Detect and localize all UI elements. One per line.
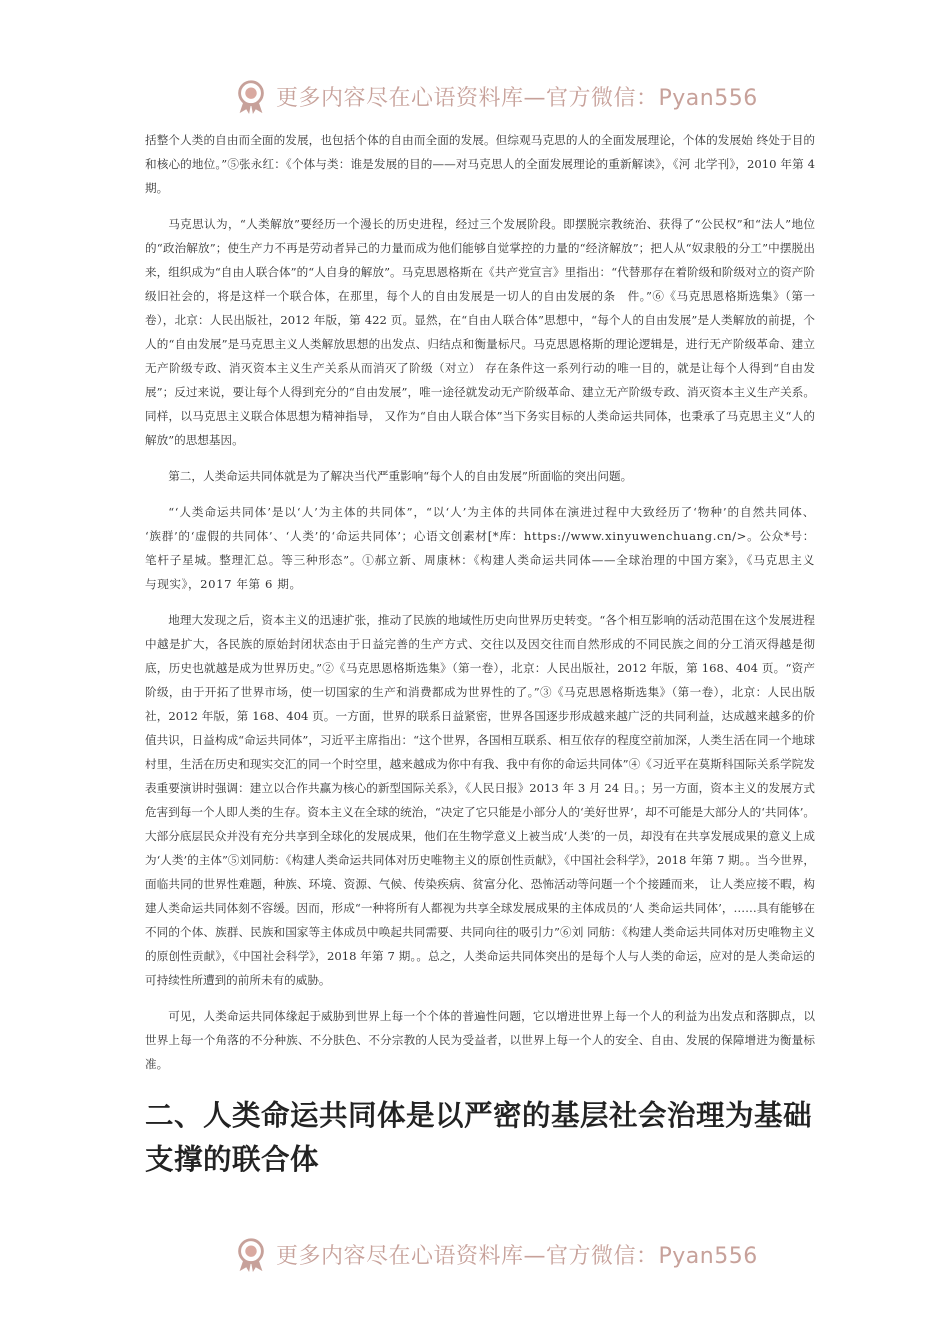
paragraph-1: 括整个人类的自由而全面的发展，也包括个体的自由而全面的发展。但综观马克思的人的全面发展理论，个体的发展始 终处于目的和核心的地位。”⑤张永红：《个体与类：谁是发展的目的——对马克思人的全面发展理论的重新解读》，《河 北学刊》，2010 年第 4 期。 (145, 133, 815, 195)
paragraph-5: 地理大发现之后，资本主义的迅速扩张，推动了民族的地域性历史向世界历史转变。“各个相互影响的活动范围在这个发展进程中越是扩大，各民族的原始封闭状态由于日益完善的生产方式、交往以及因交往而自然形成的不同民族之间的分工消灭得越是彻底，历史也就越是成为世界历史。”②《马克思恩格斯选集》（第一卷），北京：人民出版社，2012 年版，第 168、404 页。“资产阶级，由于开拓了世界市场，使一切国家的生产和消费都成为世界性的了。”③《马克思恩格斯选集》（第一卷），北京：人民出版社，2012 年版，第 168、404 页。一方面，世界的联系日益紧密，世界各国逐步形成越来越广泛的共同利益，达成越来越多的价值共识，日益构成“命运共同体”，习近平主席指出：“这个世界，各国相互联系、相互依存的程度空前加深，人类生活在同一个地球村里，生活在历史和现实交汇的同一个时空里，越来越成为你中有我、我中有你的命运共同体”④《习近平在莫斯科国际关系学院发表重要演讲时强调：建立以合作共赢为核心的新型国际关系》，《人民日报》2013 年 3 月 24 日。；另一方面，资本主义的发展方式危害到每一个人即人类的生存。资本主义在全球的统治，“决定了它只能是小部分人的‘美好世界’，却不可能是大部分人的‘共同体’。大部分底层民众并没有充分共享到全球化的发展成果，他们在生物学意义上被当成‘人类’的一员，却没有在共享发展成果的意义上成为‘人类’的主体”⑤刘同舫：《构建人类命运共同体对历史唯物主义的原创性贡献》，《中国社会科学》，2018 年第 7 期。。当今世界，面临共同的世界性难题，种族、环境、资源、气候、传染疾病、贫富分化、恐怖活动等问题一个个接踵而来， 让人类应接不暇，构建人类命运共同体刻不容缓。因而，形成“一种将所有人都视为共享全球发展成果的主体成员的‘人 类命运共同体’，……具有能够在不同的个体、族群、民族和国家等主体成员中唤起共同需要、共同向往的吸引力”⑥刘 同舫：《构建人类命运共同体对历史唯物主义的原创性贡献》，《中国社会科学》，2018 年第 7 期。。总之，人类命运共同体突出的是每个人与人类的命运，应对的是人类命运的可持续性所遭到的前所未有的威胁。 (145, 613, 815, 987)
paragraph-3: 第二，人类命运共同体就是为了解决当代严重影响“每个人的自由发展”所面临的突出问题。 (168, 469, 633, 483)
banner-text: 更多内容尽在心语资料库—官方微信：Pyan556 (276, 1243, 758, 1269)
section-heading: 二、人类命运共同体是以严密的基层社会治理为基础支撑的联合体 (145, 1099, 813, 1176)
paragraph-6: 可见，人类命运共同体缘起于威胁到世界上每一个个体的普遍性问题，它以增进世界上每一个人的利益为出发点和落脚点，以世界上每一个角落的不分种族、不分肤色、不分宗教的人民为受益者，以世界上每一个人的安全、自由、发展的保障增进为衡量标准。 (145, 1009, 815, 1071)
footer-banner (0, 1230, 950, 1278)
ribbon-seal-logo-icon (232, 1235, 270, 1273)
ribbon-seal-logo-icon (232, 77, 270, 115)
paragraph-2: 马克思认为，“人类解放”要经历一个漫长的历史进程，经过三个发展阶段。即摆脱宗教统治、获得了“公民权”和“法人”地位的“政治解放”；使生产力不再是劳动者异己的力量而成为他们能够自觉掌控的力量的“经济解放”；把人从“奴隶般的分工”中摆脱出来，组织成为“自由人联合体”的“人自身的解放”。马克思恩格斯在《共产党宣言》里指出：“代替那存在着阶级和阶级对立的资产阶级旧社会的，将是这样一个联合体，在那里，每个人的自由发展是一切人的自由发展的条 件。”⑥《马克思恩格斯选集》（第一卷），北京：人民出版社，2012 年版，第 422 页。显然，在“自由人联合体”思想中，“每个人的自由发展”是人类解放的前提，个人的“自由发展”是马克思主义人类解放思想的出发点、归结点和衡量标尺。马克思恩格斯的理论逻辑是，进行无产阶级革命、建立无产阶级专政、消灭资本主义生产关系从而消灭了阶级（对立） 存在条件这一系列行动的唯一目的，就是让每个人得到“自由发展”；反过来说，要让每个人得到充分的“自由发展”，唯一途径就发动无产阶级革命、建立无产阶级专政、消灭资本主义生产关系。同样，以马克思主义联合体思想为精神指导， 又作为“自由人联合体”当下务实目标的人类命运共同体，也秉承了马克思主义“人的解放”的思想基因。 (145, 217, 815, 447)
banner-text: 更多内容尽在心语资料库—官方微信：Pyan556 (276, 85, 758, 111)
document-body (145, 128, 815, 1182)
paragraph-4: “‘人类命运共同体’是以‘人’为主体的共同体”，“以‘人’为主体的共同体在演进过程中大致经历了‘物种’的自然共同体、 ‘族群’的‘虚假的共同体’、‘人类’的‘命运共同体’；心语文创素材[*库：https://www.xinyuwenchuang.cn/>。公众*号：笔杆子星城。整理汇总。等三种形态”。①郝立新、周康林：《构建人类命运共同体——全球治理的中国方案》，《马克思主义与现实》，2017 年第 6 期。 (145, 505, 815, 591)
header-banner (0, 72, 950, 120)
